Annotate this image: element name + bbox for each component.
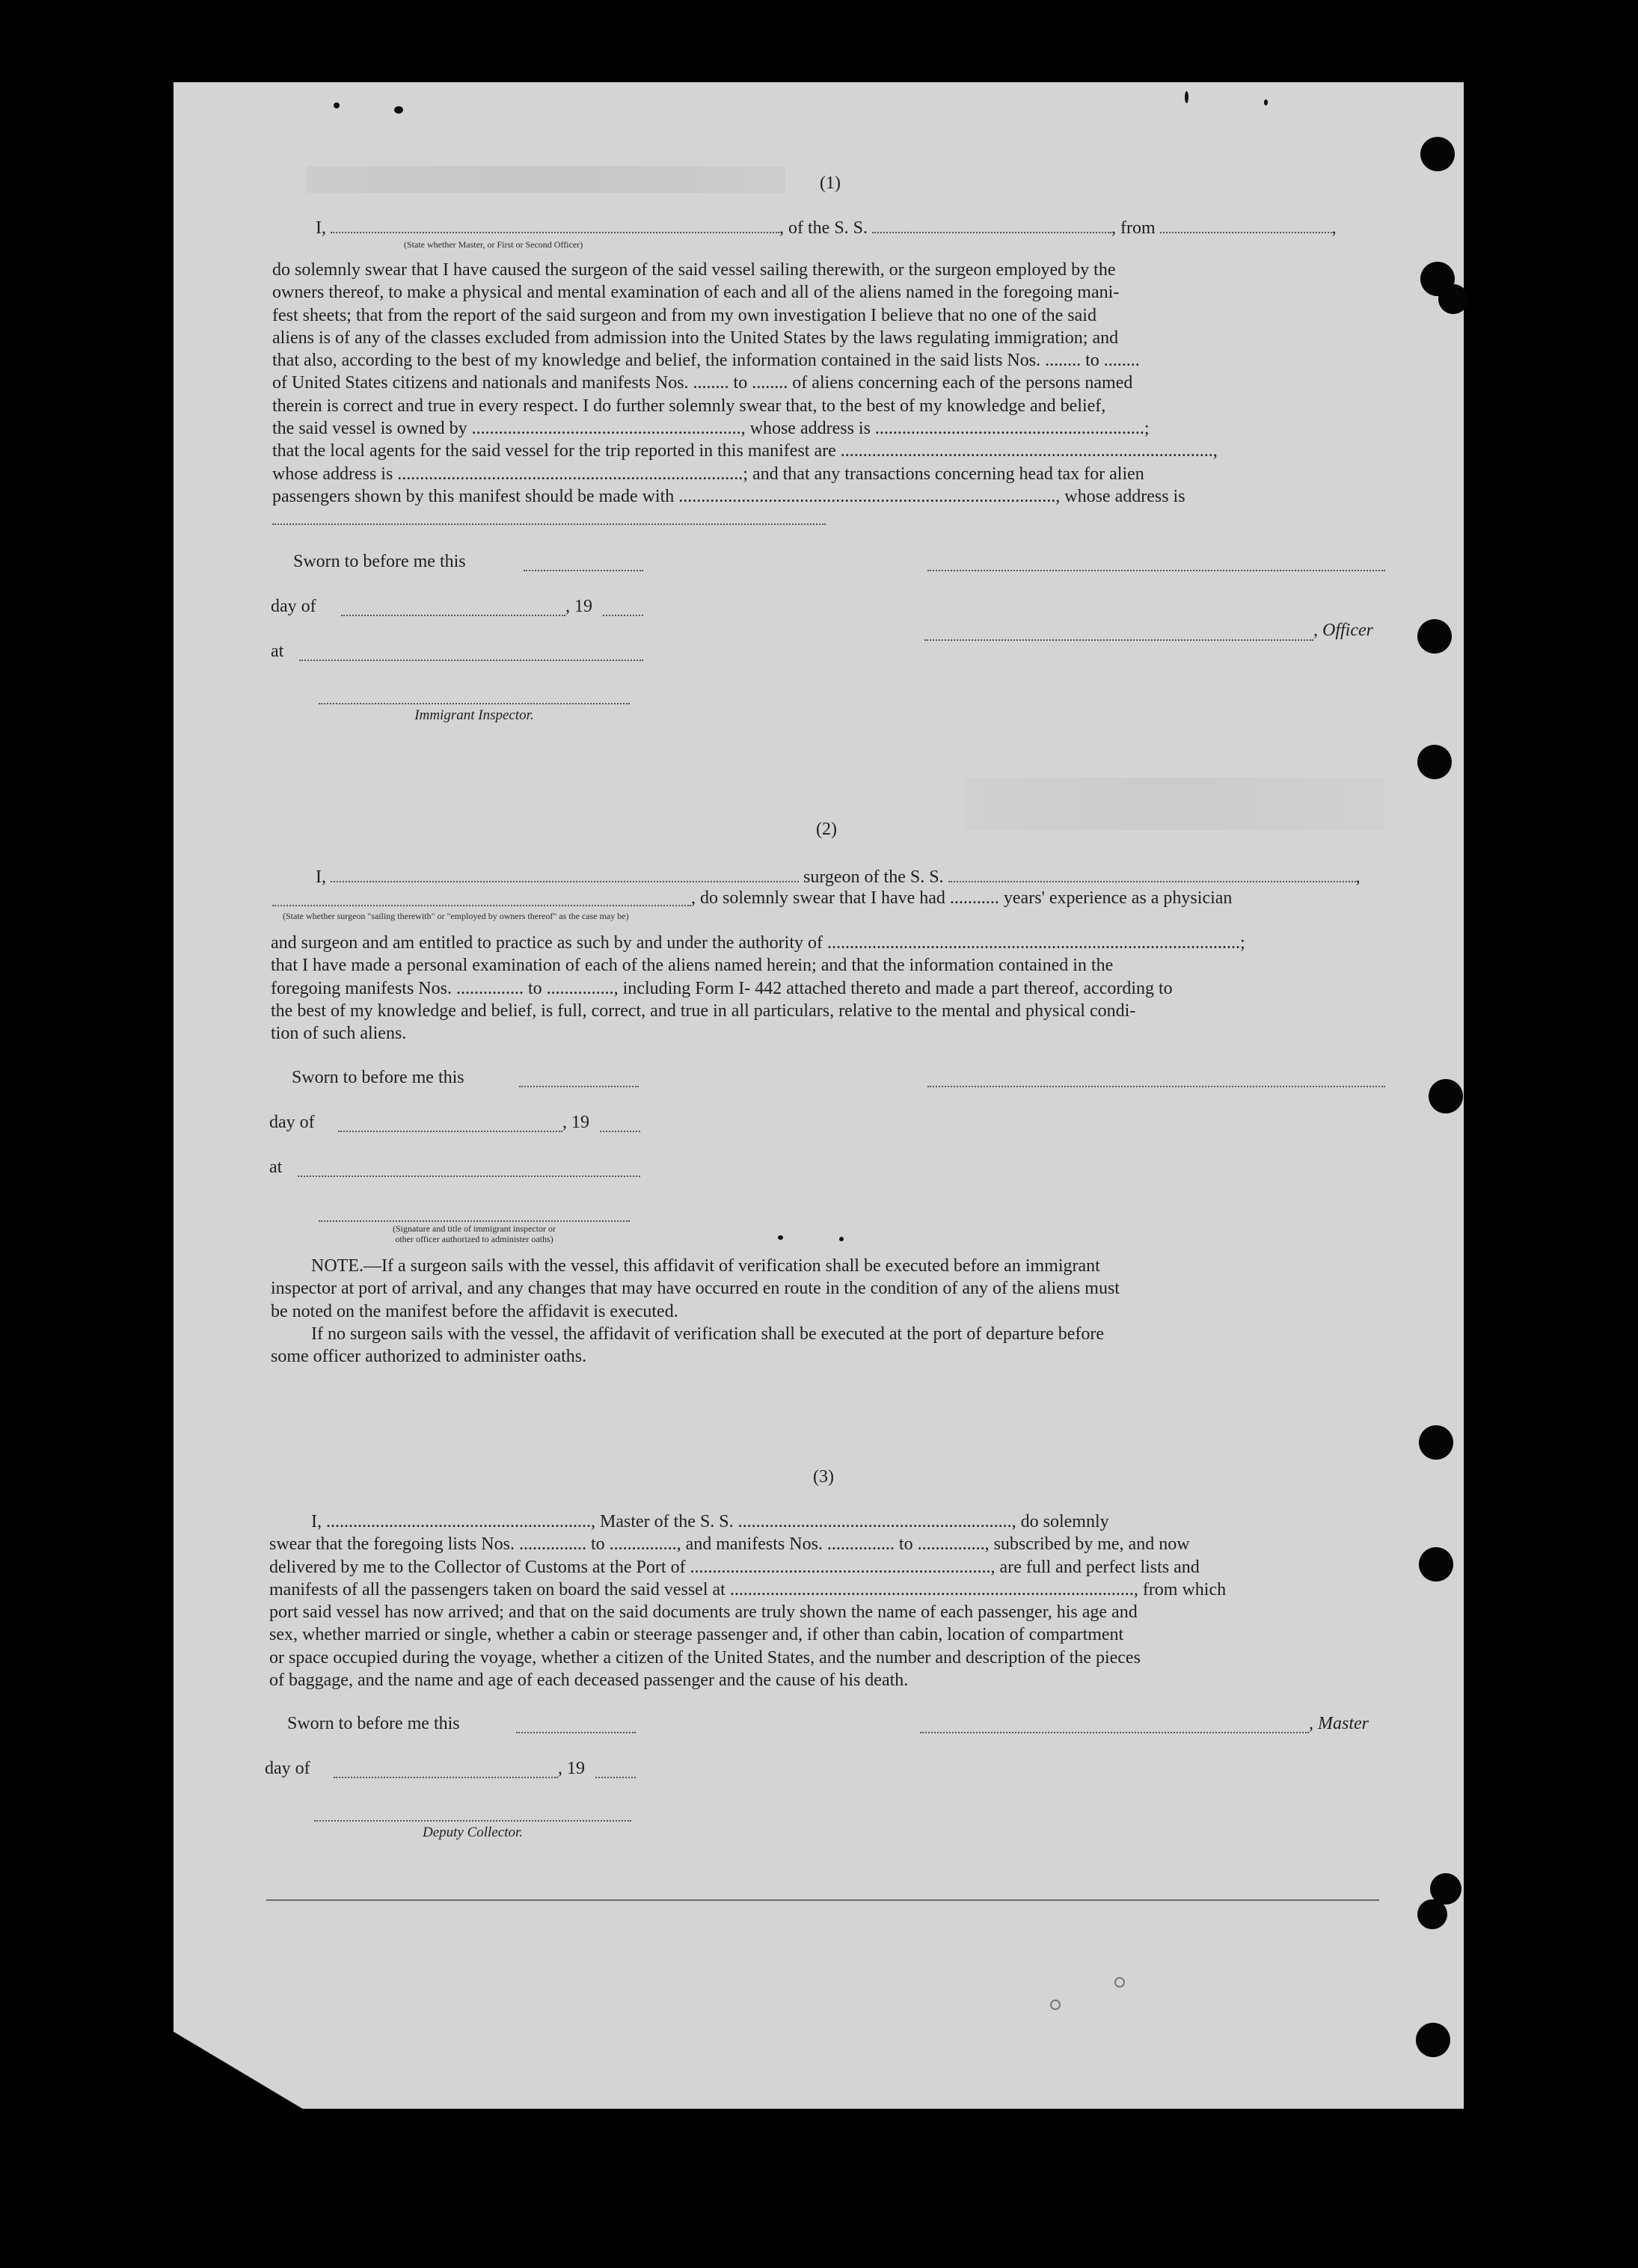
i-label: I, (316, 867, 326, 887)
binder-hole (1417, 745, 1452, 779)
note-line: NOTE.—If a surgeon sails with the vessel, this affidavit of verification shall be executed before an immigrant (311, 1256, 1100, 1276)
bleed-through-band-top (307, 166, 785, 193)
vessel-name-field[interactable] (948, 866, 1356, 882)
vessel-name-field[interactable] (872, 217, 1111, 233)
sworn-label: Sworn to before me this (293, 552, 466, 571)
from-label: , from (1111, 218, 1156, 238)
officer-signature-top-line[interactable] (927, 570, 1385, 571)
deputy-collector-label: Deputy Collector. (422, 1825, 524, 1840)
section-3-body (269, 1511, 1386, 1691)
body-line: sex, whether married or single, whether a cabin or steerage passenger and, if other than cabin, location of compartment (269, 1625, 1124, 1645)
surgeon-of-label: surgeon of the S. S. (803, 867, 944, 887)
of-ss-label: , of the S. S. (779, 218, 868, 238)
signature-caption (319, 1223, 630, 1244)
body-line: the best of my knowledge and belief, is full, correct, and true in all particulars, relative to the mental and physical condi- (271, 1001, 1136, 1021)
section-2-heading: (2) (816, 820, 837, 839)
body-line: do solemnly swear that I have caused the surgeon of the said vessel sailing therewith, or the surgeon employed by the (272, 260, 1116, 280)
year-label: , 19 (558, 1759, 585, 1778)
body-line: I, ..........................................................., Master of the S. S. ............................................................., do solemnly (311, 1512, 1109, 1531)
body-line: foregoing manifests Nos. ............... to ..............., including Form I- 442 attached thereto and made a part thereof, according to (271, 978, 1173, 998)
body-line: that the local agents for the said vessel for the trip reported in this manifest are ..................................................................................., (272, 441, 1218, 461)
body-line: passengers shown by this manifest should be made with ...................................................................................., whose address is (272, 486, 1185, 506)
binder-hole (1438, 284, 1468, 314)
body-line: therein is correct and true in every respect. I do further solemnly swear that, to the best of my knowledge and belief, (272, 396, 1106, 416)
body-line: and surgeon and am entitled to practice as such by and under the authority of ............................................................................................; (271, 933, 1245, 953)
paper-mark (1114, 1977, 1125, 1988)
sworn-label: Sworn to before me this (292, 1068, 464, 1087)
section-2-opening-line (316, 866, 1389, 888)
body-line: fest sheets; that from the report of the said surgeon and from my own investigation I believe that no one of the said (272, 305, 1096, 325)
body-line: aliens is of any of the classes excluded from admission into the United States by the laws regulating immigration; and (272, 328, 1119, 348)
body-line: owners thereof, to make a physical and mental examination of each and all of the aliens named in the foregoing mani- (272, 283, 1120, 303)
ink-speck (334, 102, 340, 108)
body-line: whose address is .............................................................................; and that any transactions concerning head tax for alien (272, 464, 1144, 484)
comma: , (1355, 867, 1361, 887)
note-line: some officer authorized to administer oaths. (271, 1347, 587, 1367)
surgeon-name-field[interactable] (331, 866, 799, 882)
day-of-field[interactable] (338, 1131, 562, 1132)
day-of-field[interactable] (341, 615, 565, 616)
at-label: at (271, 642, 284, 661)
body-line: swear that the foregoing lists Nos. ............... to ..............., and manifests Nos. ............... to ..............., subscribed by me, and now (269, 1534, 1190, 1555)
ink-speck (1185, 91, 1188, 103)
comma: , (1331, 218, 1337, 238)
binder-hole (1419, 1425, 1453, 1460)
body-line: or space occupied during the voyage, whether a citizen of the United States, and the number and description of the pieces (269, 1647, 1141, 1668)
binder-hole (1429, 1079, 1463, 1113)
day-of-label: day of (271, 597, 316, 616)
inspector-signature-line[interactable] (319, 703, 630, 704)
ink-speck (839, 1237, 844, 1241)
officer-signature-line[interactable] (924, 639, 1313, 641)
master-signature-line[interactable] (920, 1732, 1309, 1733)
body-line: delivered by me to the Collector of Customs at the Port of ..................................................................., are full and perfect lists and (269, 1557, 1200, 1577)
body-line: manifests of all the passengers taken on board the said vessel at .........................................................................................., from which (269, 1579, 1227, 1599)
year-field[interactable] (600, 1131, 640, 1132)
day-of-label: day of (265, 1759, 310, 1778)
note-line: inspector at port of arrival, and any changes that may have occurred en route in the condition of any of the aliens must (271, 1279, 1120, 1299)
sworn-date-field[interactable] (519, 1086, 639, 1087)
at-field[interactable] (298, 1176, 640, 1177)
sworn-label: Sworn to before me this (287, 1714, 460, 1733)
note-line: be noted on the manifest before the affidavit is executed. (271, 1301, 678, 1321)
surgeon-note (271, 1255, 1387, 1368)
officer-label: , Officer (1313, 621, 1373, 640)
master-label: , Master (1309, 1714, 1369, 1733)
year-field[interactable] (603, 615, 643, 616)
surgeon-type-caption: (State whether surgeon "sailing therewith" or "employed by owners thereof" as the case may be) (283, 911, 629, 921)
day-of-field[interactable] (334, 1777, 558, 1778)
administering-officer-signature-line[interactable] (319, 1220, 630, 1222)
section-2-body (271, 932, 1387, 1045)
body-line: that I have made a personal examination of each of the aliens named herein; and that the information contained in the (271, 956, 1114, 976)
body-line: that also, according to the best of my knowledge and belief, the information contained in the said lists Nos. ........ to ........ (272, 351, 1140, 371)
day-of-label: day of (269, 1113, 315, 1132)
section-2-second-line: , do solemnly swear that I have had ........... years' experience as a physician (691, 888, 1233, 908)
sworn-date-field[interactable] (516, 1732, 636, 1733)
i-label: I, (316, 218, 326, 238)
footer-rule (266, 1899, 1379, 1901)
immigrant-inspector-label: Immigrant Inspector. (414, 707, 534, 723)
caption-line: other officer authorized to administer oaths) (395, 1234, 553, 1244)
body-line: tion of such aliens. (271, 1024, 407, 1044)
surgeon-signature-line[interactable] (927, 1086, 1385, 1087)
body-line: of United States citizens and nationals and manifests Nos. ........ to ........ of aliens concerning each of the persons named (272, 373, 1133, 393)
deputy-collector-signature-line[interactable] (314, 1820, 631, 1822)
note-line: If no surgeon sails with the vessel, the affidavit of verification shall be executed at the port of departure before (311, 1324, 1105, 1344)
year-label: , 19 (562, 1113, 589, 1132)
binder-hole (1416, 2023, 1450, 2057)
address-continuation-line[interactable] (272, 523, 826, 525)
binder-hole (1417, 1899, 1447, 1929)
surgeon-type-field[interactable] (272, 905, 691, 906)
officer-rank-field[interactable] (331, 217, 779, 233)
section-1-body (272, 259, 1389, 508)
from-port-field[interactable] (1160, 217, 1332, 233)
at-field[interactable] (299, 660, 643, 661)
body-line: port said vessel has now arrived; and that on the said documents are truly shown the name of each passenger, his age and (269, 1602, 1138, 1623)
section-3-heading: (3) (813, 1467, 834, 1487)
paper-mark (1050, 2000, 1061, 2010)
caption-line: (Signature and title of immigrant inspector or (393, 1223, 556, 1234)
binder-hole (1417, 619, 1452, 654)
at-label: at (269, 1158, 283, 1177)
section-1-opening-line (316, 217, 1389, 239)
year-label: , 19 (565, 597, 592, 616)
year-field[interactable] (595, 1777, 636, 1778)
bleed-through-band-mid (965, 778, 1384, 830)
ink-speck (1264, 99, 1268, 105)
binder-hole (1420, 137, 1455, 171)
binder-hole (1419, 1547, 1453, 1582)
body-line: the said vessel is owned by ............................................................, whose address is ............................................................; (272, 419, 1150, 439)
ink-speck (394, 106, 403, 114)
body-line: of baggage, and the name and age of each deceased passenger and the cause of his death. (269, 1671, 909, 1691)
officer-rank-caption: (State whether Master, or First or Second Officer) (404, 239, 583, 250)
ink-speck (778, 1235, 783, 1240)
sworn-date-field[interactable] (524, 570, 643, 571)
section-1-heading: (1) (820, 173, 841, 193)
